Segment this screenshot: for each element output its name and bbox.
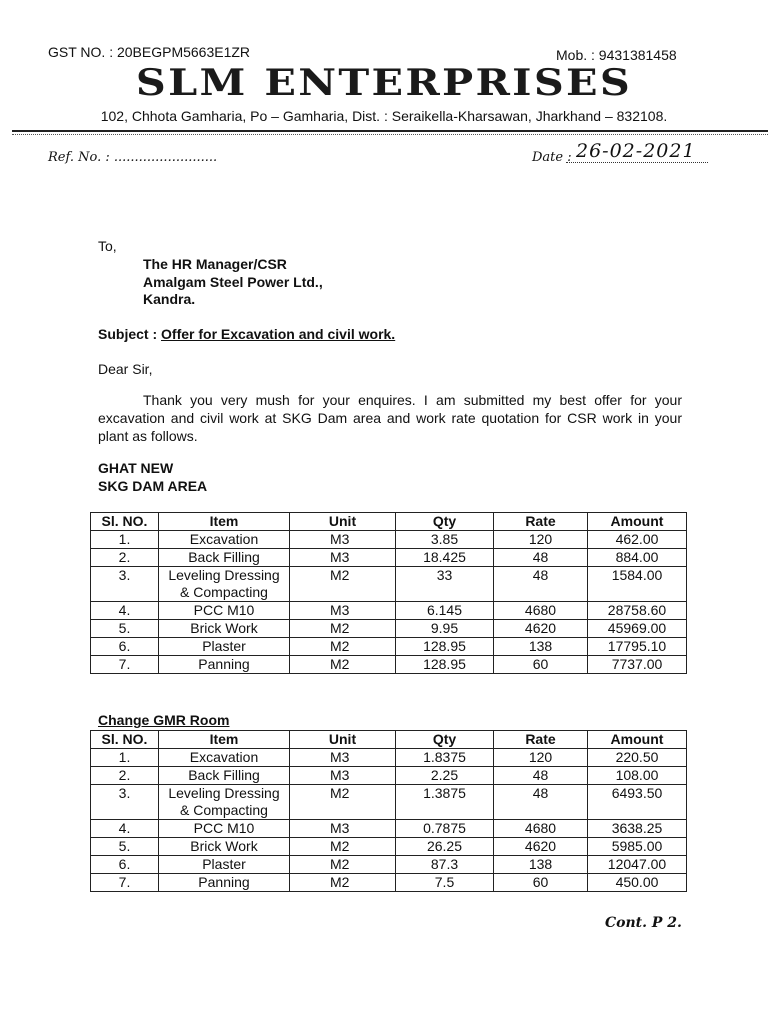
cell-amount: 3638.25 xyxy=(588,820,687,838)
table-row xyxy=(91,567,687,602)
table-row xyxy=(91,549,687,567)
cell-sl-no: 4. xyxy=(91,602,159,620)
header-rule-dotted xyxy=(12,134,768,135)
cell-unit: M2 xyxy=(290,567,396,602)
cell-rate: 120 xyxy=(494,749,588,767)
column-header: Unit xyxy=(290,513,396,531)
cell-item: Brick Work xyxy=(159,838,290,856)
cell-item: Plaster xyxy=(159,638,290,656)
cell-rate: 48 xyxy=(494,767,588,785)
cell-qty: 9.95 xyxy=(396,620,494,638)
table-row xyxy=(91,874,687,892)
cell-rate: 4620 xyxy=(494,838,588,856)
cell-amount: 5985.00 xyxy=(588,838,687,856)
cell-sl-no: 5. xyxy=(91,620,159,638)
cell-unit: M3 xyxy=(290,602,396,620)
cell-qty: 128.95 xyxy=(396,638,494,656)
cell-sl-no: 6. xyxy=(91,856,159,874)
recipient-line: Kandra. xyxy=(143,291,196,307)
date-label: Date : xyxy=(532,150,572,165)
cell-sl-no: 2. xyxy=(91,767,159,785)
subject-label: Subject : xyxy=(98,326,158,342)
cell-amount: 28758.60 xyxy=(588,602,687,620)
cell-sl-no: 6. xyxy=(91,638,159,656)
cell-qty: 33 xyxy=(396,567,494,602)
cell-qty: 26.25 xyxy=(396,838,494,856)
cell-amount: 108.00 xyxy=(588,767,687,785)
cell-sl-no: 7. xyxy=(91,874,159,892)
cell-unit: M3 xyxy=(290,820,396,838)
cell-rate: 120 xyxy=(494,531,588,549)
cell-unit: M3 xyxy=(290,531,396,549)
cell-item: Panning xyxy=(159,656,290,674)
column-header: Qty xyxy=(396,513,494,531)
cell-item: Back Filling xyxy=(159,767,290,785)
date-value: 26-02-2021 xyxy=(576,140,696,162)
cell-rate: 60 xyxy=(494,874,588,892)
cell-sl-no: 3. xyxy=(91,567,159,602)
quotation-table-gmr-room xyxy=(90,730,687,892)
column-header: Amount xyxy=(588,513,687,531)
cell-item: Leveling Dressing & Compacting xyxy=(159,785,290,820)
recipient-line: Amalgam Steel Power Ltd., xyxy=(143,274,323,290)
cell-unit: M2 xyxy=(290,856,396,874)
company-address: 102, Chhota Gamharia, Po – Gamharia, Dist. : Seraikella-Kharsawan, Jharkhand – 832108. xyxy=(100,108,668,124)
cell-unit: M2 xyxy=(290,638,396,656)
cell-amount: 12047.00 xyxy=(588,856,687,874)
cell-rate: 4680 xyxy=(494,820,588,838)
column-header: Unit xyxy=(290,731,396,749)
cell-sl-no: 2. xyxy=(91,549,159,567)
reference-number: Ref. No. : ......................... xyxy=(48,150,218,165)
column-header: Rate xyxy=(494,731,588,749)
table-row xyxy=(91,656,687,674)
cell-unit: M3 xyxy=(290,767,396,785)
table-row xyxy=(91,602,687,620)
section-title: GHAT NEW xyxy=(98,460,174,476)
cell-unit: M2 xyxy=(290,785,396,820)
cell-amount: 462.00 xyxy=(588,531,687,549)
cell-item: PCC M10 xyxy=(159,820,290,838)
cell-amount: 884.00 xyxy=(588,549,687,567)
cell-item: PCC M10 xyxy=(159,602,290,620)
cell-unit: M2 xyxy=(290,620,396,638)
column-header: Amount xyxy=(588,731,687,749)
subject-text: Offer for Excavation and civil work. xyxy=(161,326,396,342)
mobile-number: Mob. : 9431381458 xyxy=(556,47,677,63)
gst-number: GST NO. : 20BEGPM5663E1ZR xyxy=(48,44,251,60)
cell-amount: 45969.00 xyxy=(588,620,687,638)
cell-item: Leveling Dressing & Compacting xyxy=(159,567,290,602)
table-row xyxy=(91,856,687,874)
cell-amount: 17795.10 xyxy=(588,638,687,656)
table-header-row xyxy=(91,731,687,749)
salutation: Dear Sir, xyxy=(98,361,153,377)
cell-amount: 450.00 xyxy=(588,874,687,892)
cell-rate: 48 xyxy=(494,785,588,820)
cell-unit: M2 xyxy=(290,838,396,856)
cell-qty: 1.3875 xyxy=(396,785,494,820)
cell-amount: 1584.00 xyxy=(588,567,687,602)
table-row xyxy=(91,749,687,767)
table-row xyxy=(91,785,687,820)
cell-amount: 6493.50 xyxy=(588,785,687,820)
table-row xyxy=(91,620,687,638)
cell-item: Excavation xyxy=(159,749,290,767)
table-row xyxy=(91,767,687,785)
column-header: Rate xyxy=(494,513,588,531)
table-row xyxy=(91,838,687,856)
letter-body: Thank you very mush for your enquires. I am submitted my best offer for your excavation and civil work at SKG Dam area and work rate quotation for CSR work in your plant as follows. xyxy=(98,392,682,444)
cell-item: Panning xyxy=(159,874,290,892)
company-name: SLM ENTERPRISES xyxy=(135,62,633,104)
cell-unit: M2 xyxy=(290,874,396,892)
column-header: Item xyxy=(159,513,290,531)
cell-sl-no: 4. xyxy=(91,820,159,838)
cell-unit: M2 xyxy=(290,656,396,674)
column-header: Qty xyxy=(396,731,494,749)
cell-qty: 1.8375 xyxy=(396,749,494,767)
cell-rate: 48 xyxy=(494,567,588,602)
cell-qty: 7.5 xyxy=(396,874,494,892)
cell-qty: 2.25 xyxy=(396,767,494,785)
cell-sl-no: 3. xyxy=(91,785,159,820)
cell-qty: 18.425 xyxy=(396,549,494,567)
column-header: Sl. NO. xyxy=(91,513,159,531)
cell-rate: 138 xyxy=(494,856,588,874)
cell-item: Plaster xyxy=(159,856,290,874)
cell-item: Back Filling xyxy=(159,549,290,567)
cell-rate: 60 xyxy=(494,656,588,674)
cell-qty: 3.85 xyxy=(396,531,494,549)
table-row xyxy=(91,638,687,656)
section-subtitle: SKG DAM AREA xyxy=(98,478,208,494)
cell-rate: 138 xyxy=(494,638,588,656)
to-label: To, xyxy=(98,238,117,254)
cell-qty: 87.3 xyxy=(396,856,494,874)
header-rule xyxy=(12,130,768,132)
continued-note: Cont. P 2. xyxy=(605,915,682,931)
subject-line xyxy=(98,326,395,342)
cell-qty: 0.7875 xyxy=(396,820,494,838)
cell-sl-no: 1. xyxy=(91,531,159,549)
column-header: Sl. NO. xyxy=(91,731,159,749)
date-underline xyxy=(566,162,708,163)
cell-sl-no: 1. xyxy=(91,749,159,767)
cell-unit: M3 xyxy=(290,549,396,567)
table-row xyxy=(91,820,687,838)
cell-qty: 6.145 xyxy=(396,602,494,620)
cell-unit: M3 xyxy=(290,749,396,767)
cell-amount: 220.50 xyxy=(588,749,687,767)
cell-rate: 4680 xyxy=(494,602,588,620)
table-header-row xyxy=(91,513,687,531)
section-title: Change GMR Room xyxy=(98,712,230,728)
cell-rate: 48 xyxy=(494,549,588,567)
cell-sl-no: 5. xyxy=(91,838,159,856)
cell-item: Brick Work xyxy=(159,620,290,638)
column-header: Item xyxy=(159,731,290,749)
cell-sl-no: 7. xyxy=(91,656,159,674)
cell-qty: 128.95 xyxy=(396,656,494,674)
cell-item: Excavation xyxy=(159,531,290,549)
cell-rate: 4620 xyxy=(494,620,588,638)
table-row xyxy=(91,531,687,549)
quotation-table-skg-dam xyxy=(90,512,687,674)
recipient-line: The HR Manager/CSR xyxy=(143,256,287,272)
cell-amount: 7737.00 xyxy=(588,656,687,674)
